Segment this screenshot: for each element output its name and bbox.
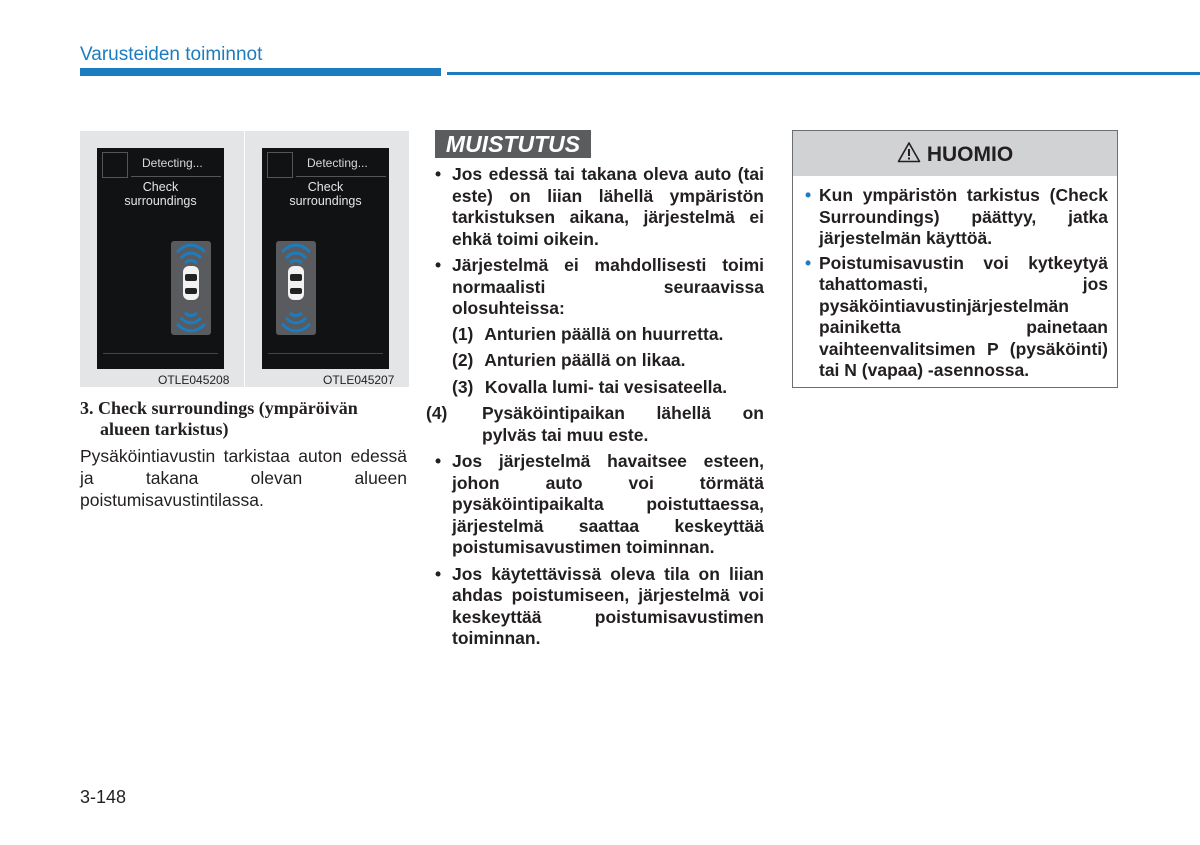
- note-item: [435, 564, 764, 650]
- caption-heading: [80, 398, 410, 440]
- detecting-label: Detecting...: [307, 156, 368, 170]
- note-title-box: [435, 130, 591, 158]
- car-sensor-icon: [274, 230, 318, 350]
- caption-body: Pysäköintiavustin tarkistaa auton edessä ja takana olevan alueen poistumisavustintilassa.: [80, 446, 407, 510]
- screen-bottom-line: [103, 353, 218, 354]
- condition-number: (4): [426, 403, 448, 423]
- caption-heading-line1: 3. Check surroundings (ympäröivän: [80, 398, 358, 418]
- condition-item: [435, 350, 764, 372]
- header-bar-left: [80, 68, 441, 76]
- warning-triangle-icon: [897, 141, 921, 163]
- caution-item: [805, 253, 1108, 382]
- condition-text: Anturien päällä on likaa.: [484, 350, 686, 370]
- detecting-label: Detecting...: [142, 156, 203, 170]
- note-item-text: Jos edessä tai takana oleva auto (tai este) on liian lähellä ympäristön tarkistuksen aikana, järjestelmä ei ehkä toimi oikein.: [452, 164, 764, 249]
- screen-divider: [296, 176, 386, 177]
- screen-divider: [131, 176, 221, 177]
- condition-text: Kovalla lumi- tai vesisateella.: [484, 376, 728, 397]
- bullet: •: [805, 185, 812, 205]
- note-item: [435, 451, 764, 559]
- screen-corner-box: [102, 152, 128, 178]
- bullet: •: [435, 255, 442, 275]
- condition-item: [426, 403, 764, 446]
- screen-bottom-line: [268, 353, 383, 354]
- header-title: Varusteiden toiminnot: [80, 44, 263, 65]
- condition-number: (2): [452, 350, 474, 370]
- condition-number: (3): [452, 376, 474, 397]
- condition-text: Anturien päällä on huurretta.: [484, 323, 724, 344]
- note-item: [435, 164, 764, 250]
- bullet: •: [435, 164, 442, 184]
- note-item: [435, 255, 764, 320]
- bullet: •: [435, 451, 442, 471]
- condition-item: [435, 324, 764, 346]
- check-surroundings-label: Check surroundings: [124, 180, 197, 208]
- bullet: •: [805, 252, 812, 273]
- header-bar-right: [447, 72, 1200, 75]
- car-sensor-icon: [169, 230, 213, 350]
- check-surroundings-label: Check surroundings: [289, 180, 362, 208]
- caution-box: [792, 130, 1118, 388]
- caution-item: [805, 185, 1108, 250]
- figure-left: [80, 131, 244, 387]
- note-item-text: Jos käytettävissä oleva tila on liian ahdas poistumiseen, järjestelmä voi keskeyttää poistumisavustimen toiminnan.: [452, 563, 764, 648]
- figure-right: [245, 131, 409, 387]
- caution-title: HUOMIO: [926, 143, 1014, 166]
- condition-text: Pysäköintipaikan lähellä on pylväs tai muu este.: [482, 403, 764, 445]
- display-screen: [262, 148, 389, 369]
- note-item-text: Jos järjestelmä havaitsee esteen, johon auto voi törmätä pysäköintipaikalta poistuttaessa, järjestelmä saattaa keskeyttää poistumisavustimen toiminnan.: [452, 451, 764, 557]
- caution-title-wrap: [793, 131, 1117, 176]
- note-title: MUISTUTUS: [445, 131, 581, 157]
- note-item-text: Järjestelmä ei mahdollisesti toimi normaalisti seuraavissa olosuhteissa:: [452, 255, 764, 318]
- condition-item: [435, 377, 764, 399]
- page-number: 3-148: [80, 787, 127, 807]
- figure-code: OTLE045207: [323, 373, 395, 387]
- screen-corner-box: [267, 152, 293, 178]
- caution-item-text: Poistumisavustin voi kytkeytyä tahattomasti, jos pysäköintiavustinjärjestelmän painiketta painetaan vaihteenvalitsimen P (pysäköinti) tai N (vapaa) -asennossa.: [819, 252, 1108, 380]
- figure-code: OTLE045208: [158, 373, 230, 387]
- bullet: •: [435, 563, 442, 584]
- display-screen: [97, 148, 224, 369]
- caption-heading-line2: alueen tarkistus): [100, 419, 229, 439]
- caution-header: [793, 131, 1117, 176]
- caution-item-text: Kun ympäristön tarkistus (Check Surroundings) päättyy, jatka järjestelmän käyttöä.: [819, 185, 1108, 248]
- caution-list: [805, 185, 1108, 385]
- note-list: [426, 164, 764, 655]
- condition-number: (1): [452, 323, 474, 344]
